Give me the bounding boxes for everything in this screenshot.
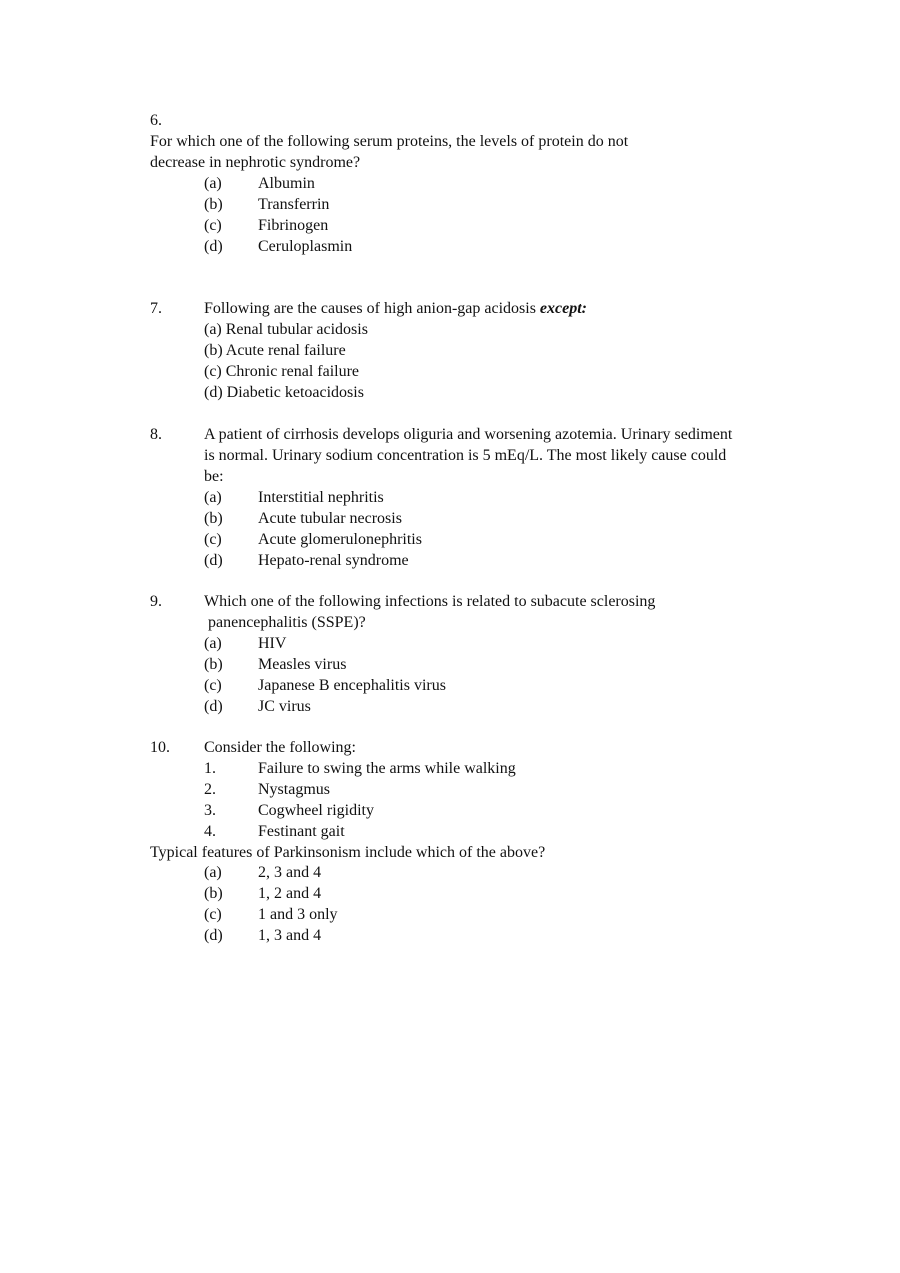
item-text: Nystagmus xyxy=(258,781,330,798)
question-text-main: Following are the causes of high anion-gap acidosis xyxy=(204,300,540,317)
question-text: Typical features of Parkinsonism include which of the above? xyxy=(150,844,546,861)
question-text: is normal. Urinary sodium concentration is 5 mEq/L. The most likely cause could xyxy=(204,447,727,464)
option-text: JC virus xyxy=(258,698,311,715)
option-text: 2, 3 and 4 xyxy=(258,864,322,881)
option-label: (b) xyxy=(204,510,223,527)
option-label: (d) xyxy=(204,552,223,569)
question-text: Which one of the following infections is related to subacute sclerosing xyxy=(204,593,656,610)
option-label: (c) xyxy=(204,217,222,234)
question-text: Consider the following: xyxy=(204,739,356,756)
option-text: 1 and 3 only xyxy=(258,906,338,923)
option-text: Albumin xyxy=(258,175,315,192)
question-text-emphasis: except: xyxy=(539,300,587,317)
option-label: (a) xyxy=(204,635,222,652)
question-text: A patient of cirrhosis develops oliguria and worsening azotemia. Urinary sediment xyxy=(204,426,733,443)
question-text: decrease in nephrotic syndrome? xyxy=(150,154,361,171)
option-text: 1, 2 and 4 xyxy=(258,885,322,902)
question-number: 9. xyxy=(150,593,162,610)
option-label: (c) xyxy=(204,906,222,923)
option-label: (a) xyxy=(204,489,222,506)
option-text: Transferrin xyxy=(258,196,330,213)
option-text: Hepato-renal syndrome xyxy=(258,552,409,569)
question-text xyxy=(204,298,587,319)
option-label: (b) xyxy=(204,656,223,673)
item-text: Festinant gait xyxy=(258,823,345,840)
option-text: 1, 3 and 4 xyxy=(258,927,322,944)
option-label: (a) xyxy=(204,175,222,192)
option-label: (a) xyxy=(204,864,222,881)
option-label: (b) xyxy=(204,885,223,902)
option-label: (d) xyxy=(204,238,223,255)
option-text: Japanese B encephalitis virus xyxy=(258,677,446,694)
option-text: (a) Renal tubular acidosis xyxy=(204,321,368,338)
option-label: (b) xyxy=(204,196,223,213)
item-label: 2. xyxy=(204,781,216,798)
question-text: be: xyxy=(204,468,224,485)
item-label: 1. xyxy=(204,760,216,777)
question-number: 6. xyxy=(150,112,162,129)
question-number: 7. xyxy=(150,300,162,317)
question-number: 10. xyxy=(150,739,170,756)
option-text: Acute tubular necrosis xyxy=(258,510,402,527)
option-text: HIV xyxy=(258,635,287,652)
option-text: (b) Acute renal failure xyxy=(204,342,346,359)
question-number: 8. xyxy=(150,426,162,443)
question-text: panencephalitis (SSPE)? xyxy=(208,614,366,631)
option-text: (d) Diabetic ketoacidosis xyxy=(204,384,364,401)
option-text: Acute glomerulonephritis xyxy=(258,531,422,548)
option-text: (c) Chronic renal failure xyxy=(204,363,360,380)
option-text: Measles virus xyxy=(258,656,347,673)
item-label: 4. xyxy=(204,823,216,840)
option-label: (c) xyxy=(204,677,222,694)
option-label: (d) xyxy=(204,927,223,944)
item-text: Failure to swing the arms while walking xyxy=(258,760,516,777)
question-text: For which one of the following serum proteins, the levels of protein do not xyxy=(150,133,629,150)
option-text: Ceruloplasmin xyxy=(258,238,353,255)
option-label: (d) xyxy=(204,698,223,715)
option-text: Interstitial nephritis xyxy=(258,489,384,506)
item-label: 3. xyxy=(204,802,216,819)
item-text: Cogwheel rigidity xyxy=(258,802,374,819)
option-text: Fibrinogen xyxy=(258,217,329,234)
option-label: (c) xyxy=(204,531,222,548)
